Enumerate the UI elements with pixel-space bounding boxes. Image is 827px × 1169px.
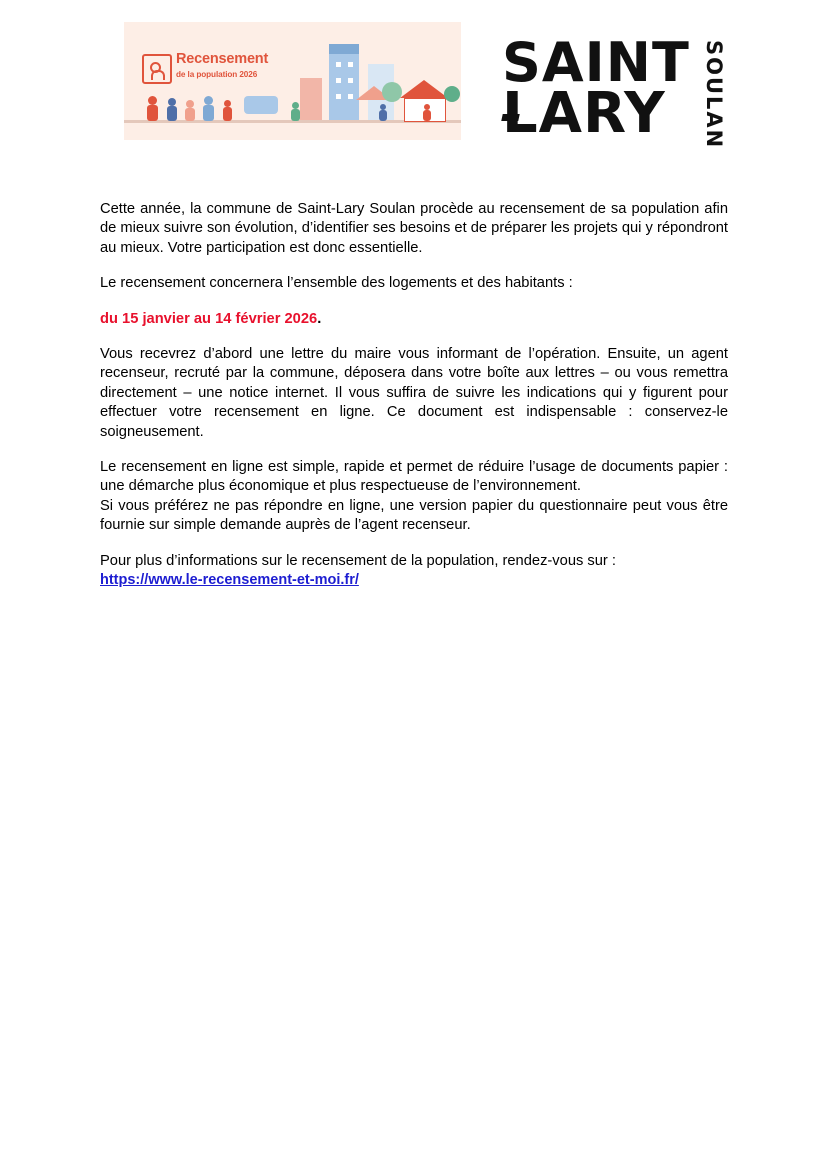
person-icon bbox=[167, 106, 177, 121]
paragraph-more-info: Pour plus d’informations sur le recensement de la population, rendez-vous sur : bbox=[100, 552, 616, 569]
house-icon bbox=[142, 54, 172, 84]
document-header bbox=[124, 22, 726, 150]
person-icon bbox=[186, 100, 194, 108]
document-body bbox=[100, 200, 728, 591]
roof-shape bbox=[400, 80, 448, 98]
person-icon bbox=[223, 107, 232, 121]
person-icon bbox=[148, 96, 157, 105]
paragraph-procedure: Vous recevrez d’abord une lettre du maire vous informant de l’opération. Ensuite, un agent recenseur, recruté par la commune, déposera dans votre boîte aux lettres – ou vous remettra directement – une notice internet. Il vous suffira de suivre les indications qui y figurent pour effectuer votre recensement en ligne. Ce document est indispensable : conservez-le soigneusement. bbox=[100, 346, 728, 440]
person-icon bbox=[292, 102, 299, 109]
building-tall-shape bbox=[329, 44, 359, 120]
building-small-shape bbox=[300, 78, 322, 120]
person-icon bbox=[224, 100, 231, 107]
census-banner-image bbox=[124, 22, 461, 140]
logo-text-saint: SAINT bbox=[502, 31, 690, 94]
person-icon bbox=[423, 110, 431, 121]
person-icon bbox=[204, 96, 213, 105]
census-dates-period: . bbox=[317, 310, 322, 327]
census-dates-line bbox=[100, 310, 728, 329]
paragraph-online-benefits: Le recensement en ligne est simple, rapide et permet de réduire l’usage de documents papier : une démarche plus économique et plus respectueuse de l’environnement. bbox=[100, 459, 728, 495]
census-logo bbox=[142, 52, 292, 96]
window-shape bbox=[348, 62, 353, 67]
census-website-link[interactable]: https://www.le-recensement-et-moi.fr/ bbox=[100, 572, 359, 589]
building-tall-roof-shape bbox=[329, 44, 359, 54]
paragraph-paper-option: Si vous préférez ne pas répondre en ligne, une version papier du questionnaire peut vous être fournie sur simple demande auprès de l’agent recenseur. bbox=[100, 497, 728, 534]
person-icon bbox=[185, 108, 195, 121]
person-icon bbox=[168, 98, 176, 106]
paragraph-scope: Le recensement concernera l’ensemble des logements et des habitants : bbox=[100, 275, 573, 292]
window-shape bbox=[336, 94, 341, 99]
logo-text-soulan: SOULAN bbox=[702, 40, 726, 150]
window-shape bbox=[348, 78, 353, 83]
census-logo-subtitle: de la population 2026 bbox=[176, 70, 258, 79]
census-website-link-container bbox=[100, 571, 728, 590]
person-icon bbox=[291, 109, 300, 121]
person-icon bbox=[203, 105, 214, 121]
census-logo-title: Recensement bbox=[176, 51, 269, 67]
bus-icon bbox=[244, 96, 278, 114]
window-shape bbox=[336, 78, 341, 83]
logo-text-lary: LARY bbox=[502, 81, 666, 146]
window-shape bbox=[336, 62, 341, 67]
tree-icon bbox=[382, 82, 402, 102]
saint-lary-soulan-logo bbox=[502, 22, 726, 150]
census-dates-text: du 15 janvier au 14 février 2026 bbox=[100, 310, 318, 327]
tree-icon bbox=[444, 86, 460, 102]
paragraph-intro: Cette année, la commune de Saint-Lary Soulan procède au recensement de sa population afin de mieux suivre son évolution, d’identifier ses besoins et de préparer les projets qui y répondront au mieux. Votre participation est donc essentielle. bbox=[100, 201, 728, 256]
person-icon bbox=[147, 105, 158, 121]
window-shape bbox=[348, 94, 353, 99]
person-icon bbox=[379, 110, 387, 121]
